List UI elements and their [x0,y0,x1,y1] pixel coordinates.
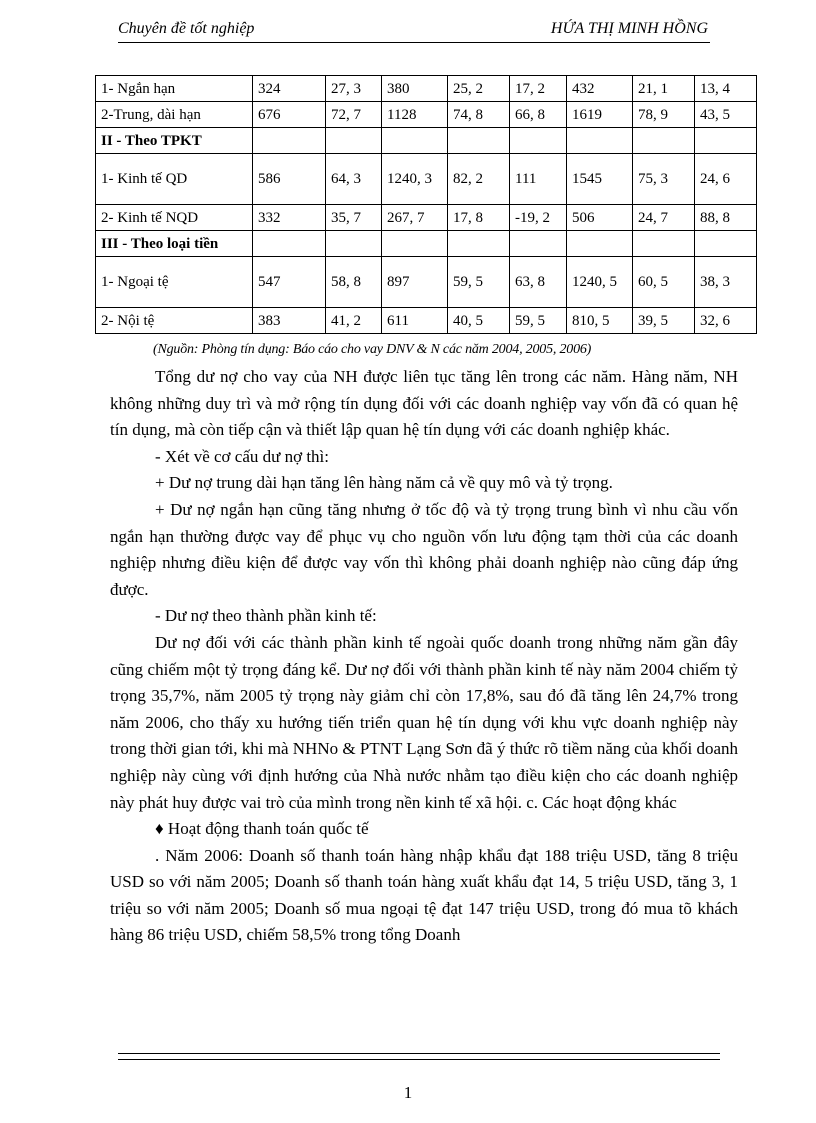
table-cell: -19, 2 [510,205,567,231]
table-cell [510,231,567,257]
table-cell: 24, 7 [633,205,695,231]
table-cell: 35, 7 [326,205,382,231]
table-cell: 1619 [567,102,633,128]
table-cell: 59, 5 [448,257,510,308]
table-cell: 38, 3 [695,257,757,308]
table-cell [382,128,448,154]
table-cell: 506 [567,205,633,231]
page-number: 1 [403,1083,413,1102]
table-row [96,308,757,334]
table-cell: 24, 6 [695,154,757,205]
table-cell: 60, 5 [633,257,695,308]
table-cell: 58, 8 [326,257,382,308]
table-cell: 17, 8 [448,205,510,231]
table-cell: 75, 3 [633,154,695,205]
paragraph: + Dư nợ ngắn hạn cũng tăng nhưng ở tốc độ và tỷ trọng trung bình vì nhu cầu vốn ngắn hạn thường được vay để phục vụ cho nguồn vốn lưu động tạm thời của các doanh nghiệp nhưng điều kiện để được vay vốn thì không phải doanh nghiệp nào cũng đáp ứng được. [110,499,738,599]
table-cell: 27, 3 [326,76,382,102]
paragraph: - Xét về cơ cấu dư nợ thì: [155,446,330,466]
table-cell: 66, 8 [510,102,567,128]
page-header [118,20,710,43]
table-cell [695,128,757,154]
paragraph: + Dư nợ trung dài hạn tăng lên hàng năm cả về quy mô và tỷ trọng. [155,473,613,493]
table-section-row [96,128,757,154]
table-cell: 547 [253,257,326,308]
table-cell [326,128,382,154]
table-cell: 676 [253,102,326,128]
table-cell: 13, 4 [695,76,757,102]
table-cell: 611 [382,308,448,334]
row-label: 1- Kinh tế QD [96,154,253,205]
footer-divider [118,1053,720,1060]
table-section-row [96,231,757,257]
table-cell: 383 [253,308,326,334]
table-cell: 332 [253,205,326,231]
row-label: 1- Ngắn hạn [96,76,253,102]
row-label: III - Theo loại tiền [96,231,253,257]
body-text [110,364,738,949]
paragraph: - Dư nợ theo thành phần kinh tế: [155,606,377,626]
table-cell: 380 [382,76,448,102]
table-cell [253,128,326,154]
table-cell: 111 [510,154,567,205]
table-cell: 59, 5 [510,308,567,334]
paragraph: . Năm 2006: Doanh số thanh toán hàng nhập khẩu đạt 188 triệu USD, tăng 8 triệu USD so với năm 2005; Doanh số thanh toán hàng xuất khẩu đạt 14, 5 triệu USD, tăng 3, 1 triệu so với năm 2005; Doanh số mua ngoại tệ đạt 147 triệu USD, trong đó mua tõ khách hàng 86 triệu USD, chiếm 58,5% trong tổng Doanh [110,845,738,945]
header-author: HỨA THỊ MINH HỒNG [550,20,708,37]
paragraph: ♦ Hoạt động thanh toán quốc tế [155,819,369,839]
table-cell: 1240, 3 [382,154,448,205]
table-cell: 41, 2 [326,308,382,334]
table-cell: 32, 6 [695,308,757,334]
table-row [96,76,757,102]
row-label: 2- Kinh tế NQD [96,205,253,231]
table-cell: 43, 5 [695,102,757,128]
table-cell: 64, 3 [326,154,382,205]
row-label: 2-Trung, dài hạn [96,102,253,128]
row-label: II - Theo TPKT [96,128,253,154]
table-cell: 1545 [567,154,633,205]
row-label: 1- Ngoại tệ [96,257,253,308]
table-cell: 40, 5 [448,308,510,334]
table-cell: 63, 8 [510,257,567,308]
table-cell: 88, 8 [695,205,757,231]
table-cell: 432 [567,76,633,102]
table-row [96,205,757,231]
loan-table [95,75,757,334]
table-cell: 586 [253,154,326,205]
table-cell: 267, 7 [382,205,448,231]
table-cell [633,128,695,154]
table-cell [567,231,633,257]
table-cell: 25, 2 [448,76,510,102]
table-cell: 72, 7 [326,102,382,128]
table-cell [448,128,510,154]
paragraph: Tổng dư nợ cho vay của NH được liên tục tăng lên trong các năm. Hàng năm, NH không những duy trì và mở rộng tín dụng đối với các doanh nghiệp vay vốn đã có quan hệ tín dụng, mà còn tiếp cận và thiết lập quan hệ tín dụng với các doanh nghiệp khác. [110,367,738,440]
table-cell [510,128,567,154]
table-cell: 810, 5 [567,308,633,334]
table-cell: 82, 2 [448,154,510,205]
table-source: (Nguồn: Phòng tín dụng: Báo cáo cho vay DNV & N các năm 2004, 2005, 2006) [153,342,592,357]
header-title: Chuyên đề tốt nghiệp [118,20,255,37]
table-cell [326,231,382,257]
table-cell: 39, 5 [633,308,695,334]
table-cell: 324 [253,76,326,102]
table-cell: 74, 8 [448,102,510,128]
table-cell [695,231,757,257]
table-cell: 1240, 5 [567,257,633,308]
table-cell: 78, 9 [633,102,695,128]
table-cell [633,231,695,257]
table-cell: 21, 1 [633,76,695,102]
table-cell [448,231,510,257]
table-row [96,154,757,205]
table-cell: 1128 [382,102,448,128]
row-label: 2- Nội tệ [96,308,253,334]
table-cell [567,128,633,154]
table-cell: 17, 2 [510,76,567,102]
table-row [96,257,757,308]
table-cell [253,231,326,257]
paragraph: Dư nợ đối với các thành phần kinh tế ngoài quốc doanh trong những năm gần đây cũng chiếm một tỷ trọng đáng kể. Dư nợ đối với thành phần kinh tế này năm 2004 chiếm tỷ trọng 35,7%, năm 2005 tỷ trọng này giảm chỉ còn 17,8%, sau đó đã tăng lên 24,7% trong năm 2006, cho thấy xu hướng tiến triển quan hệ tín dụng với khu vực doanh nghiệp này trong thời gian tới, khi mà NHNo & PTNT Lạng Sơn đã ý thức rõ tiềm năng của khối doanh nghiệp này cùng với định hướng của Nhà nước nhằm tạo điều kiện cho các doanh nghiệp này phát huy được vai trò của mình trong nền kinh tế xã hội. c. Các hoạt động khác [110,632,738,812]
table-row [96,102,757,128]
table-cell [382,231,448,257]
table-cell: 897 [382,257,448,308]
